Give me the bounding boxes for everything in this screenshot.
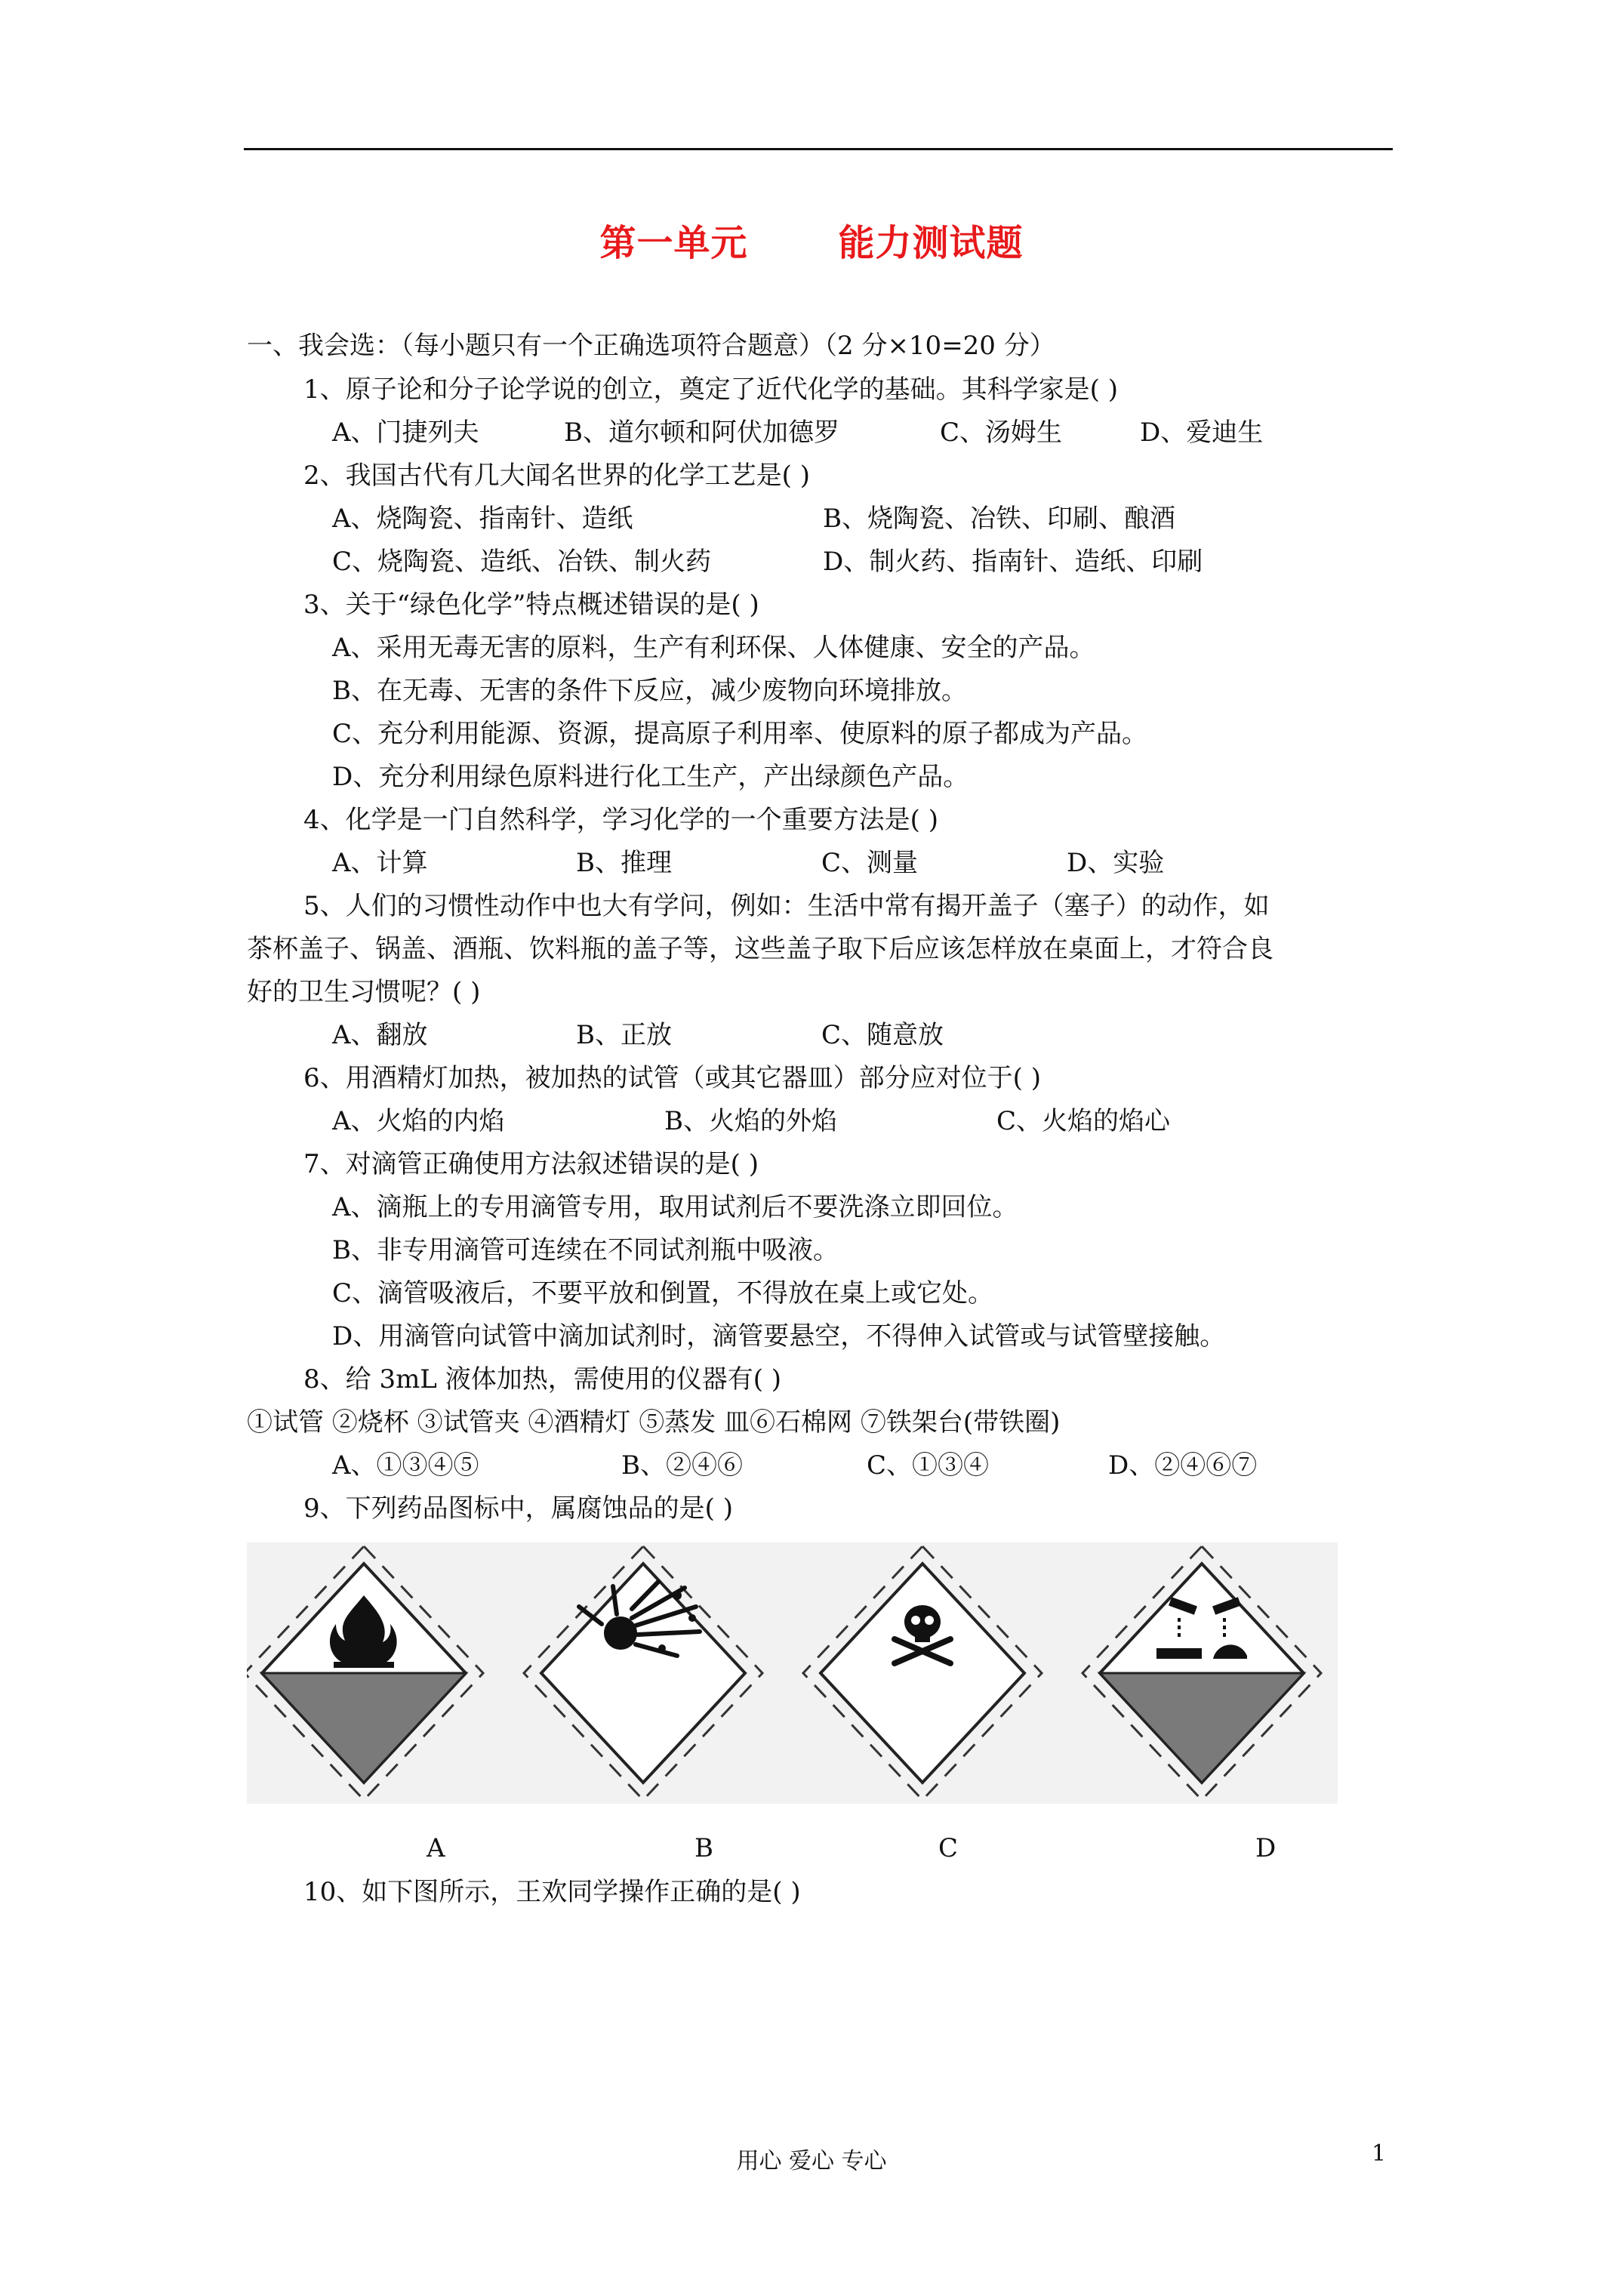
question-7-stem: 7、对滴管正确使用方法叙述错误的是( ) (303, 1149, 759, 1179)
q1-option-c: C、汤姆生 (940, 418, 1063, 448)
question-10-stem: 10、如下图所示，王欢同学操作正确的是( ) (303, 1877, 801, 1907)
q5-option-a: A、翻放 (332, 1020, 428, 1050)
q1-option-d: D、爱迪生 (1140, 418, 1264, 448)
toxic-icon (803, 1546, 1042, 1800)
question-8-stem: 8、给 3mL 液体加热，需使用的仪器有( ) (303, 1364, 782, 1395)
q8-option-c: C、①③④ (867, 1450, 990, 1481)
q2-option-a: A、烧陶瓷、指南针、造纸 (332, 504, 633, 534)
q4-option-b: B、推理 (576, 848, 672, 878)
figure-label-b: B (694, 1833, 713, 1863)
q8-option-b: B、②④⑥ (621, 1450, 743, 1481)
q6-option-c: C、火焰的焰心 (996, 1106, 1171, 1136)
question-6-stem: 6、用酒精灯加热，被加热的试管（或其它器皿）部分应对位于( ) (303, 1063, 1041, 1093)
q2-option-b: B、烧陶瓷、冶铁、印刷、酿酒 (823, 504, 1175, 534)
question-9-stem: 9、下列药品图标中，属腐蚀品的是( ) (303, 1493, 733, 1524)
section-heading: 一、我会选：（每小题只有一个正确选项符合题意）（2 分×10=20 分） (247, 331, 1055, 361)
q7-option-c: C、滴管吸液后，不要平放和倒置，不得放在桌上或它处。 (332, 1278, 994, 1308)
question-1-stem: 1、原子论和分子论学说的创立，奠定了近代化学的基础。其科学家是( ) (303, 374, 1118, 405)
q5-option-b: B、正放 (576, 1020, 672, 1050)
q8-option-d: D、②④⑥⑦ (1108, 1450, 1258, 1481)
question-5-stem-line2: 茶杯盖子、锅盖、酒瓶、饮料瓶的盖子等，这些盖子取下后应该怎样放在桌面上，才符合良 (247, 934, 1273, 964)
q2-option-c: C、烧陶瓷、造纸、冶铁、制火药 (332, 547, 712, 577)
q1-option-b: B、道尔顿和阿伏加德罗 (564, 418, 839, 448)
q6-option-a: A、火焰的内焰 (332, 1106, 505, 1136)
title-unit: 第一单元 (599, 222, 748, 264)
q3-option-a: A、采用无毒无害的原料，生产有利环保、人体健康、安全的产品。 (332, 633, 1095, 663)
q7-option-d: D、用滴管向试管中滴加试剂时，滴管要悬空，不得伸入试管或与试管壁接触。 (332, 1321, 1226, 1351)
figure-label-c: C (938, 1833, 959, 1863)
corrosive-icon (1083, 1546, 1321, 1800)
q5-option-c: C、随意放 (821, 1020, 944, 1050)
title-test: 能力测试题 (838, 222, 1024, 264)
question-5-stem-line1: 5、人们的习惯性动作中也大有学问，例如：生活中常有揭开盖子（塞子）的动作，如 (303, 891, 1270, 921)
question-8-items: ①试管 ②烧杯 ③试管夹 ④酒精灯 ⑤蒸发 皿⑥石棉网 ⑦铁架台(带铁圈) (247, 1407, 1061, 1438)
question-2-stem: 2、我国古代有几大闻名世界的化学工艺是( ) (303, 461, 810, 491)
q3-option-d: D、充分利用绿色原料进行化工生产，产出绿颜色产品。 (332, 762, 969, 792)
page-title (0, 214, 1623, 266)
question-3-stem: 3、关于“绿色化学”特点概述错误的是( ) (303, 590, 759, 620)
q6-option-b: B、火焰的外焰 (664, 1106, 837, 1136)
flammable-icon (247, 1546, 483, 1800)
hazard-icons-figure (247, 1542, 1338, 1804)
page-number: 1 (1372, 2140, 1387, 2167)
q1-option-a: A、门捷列夫 (332, 418, 479, 448)
q3-option-c: C、充分利用能源、资源，提高原子利用率、使原料的原子都成为产品。 (332, 719, 1148, 749)
q4-option-d: D、实验 (1067, 848, 1165, 878)
header-rule (244, 148, 1393, 150)
q3-option-b: B、在无毒、无害的条件下反应，减少废物向环境排放。 (332, 676, 967, 706)
q4-option-a: A、计算 (332, 848, 428, 878)
q7-option-b: B、非专用滴管可连续在不同试剂瓶中吸液。 (332, 1235, 839, 1265)
question-5-stem-line3: 好的卫生习惯呢？( ) (247, 977, 481, 1007)
q4-option-c: C、测量 (821, 848, 919, 878)
q7-option-a: A、滴瓶上的专用滴管专用，取用试剂后不要洗涤立即回位。 (332, 1192, 1018, 1222)
page-footer: 用心 爱心 专心 (736, 2148, 887, 2174)
q8-option-a: A、①③④⑤ (332, 1450, 479, 1481)
question-4-stem: 4、化学是一门自然科学，学习化学的一个重要方法是( ) (303, 805, 938, 835)
explosive-icon (524, 1546, 762, 1800)
q2-option-d: D、制火药、指南针、造纸、印刷 (823, 547, 1203, 577)
figure-label-a: A (427, 1833, 445, 1863)
figure-label-d: D (1255, 1833, 1277, 1863)
